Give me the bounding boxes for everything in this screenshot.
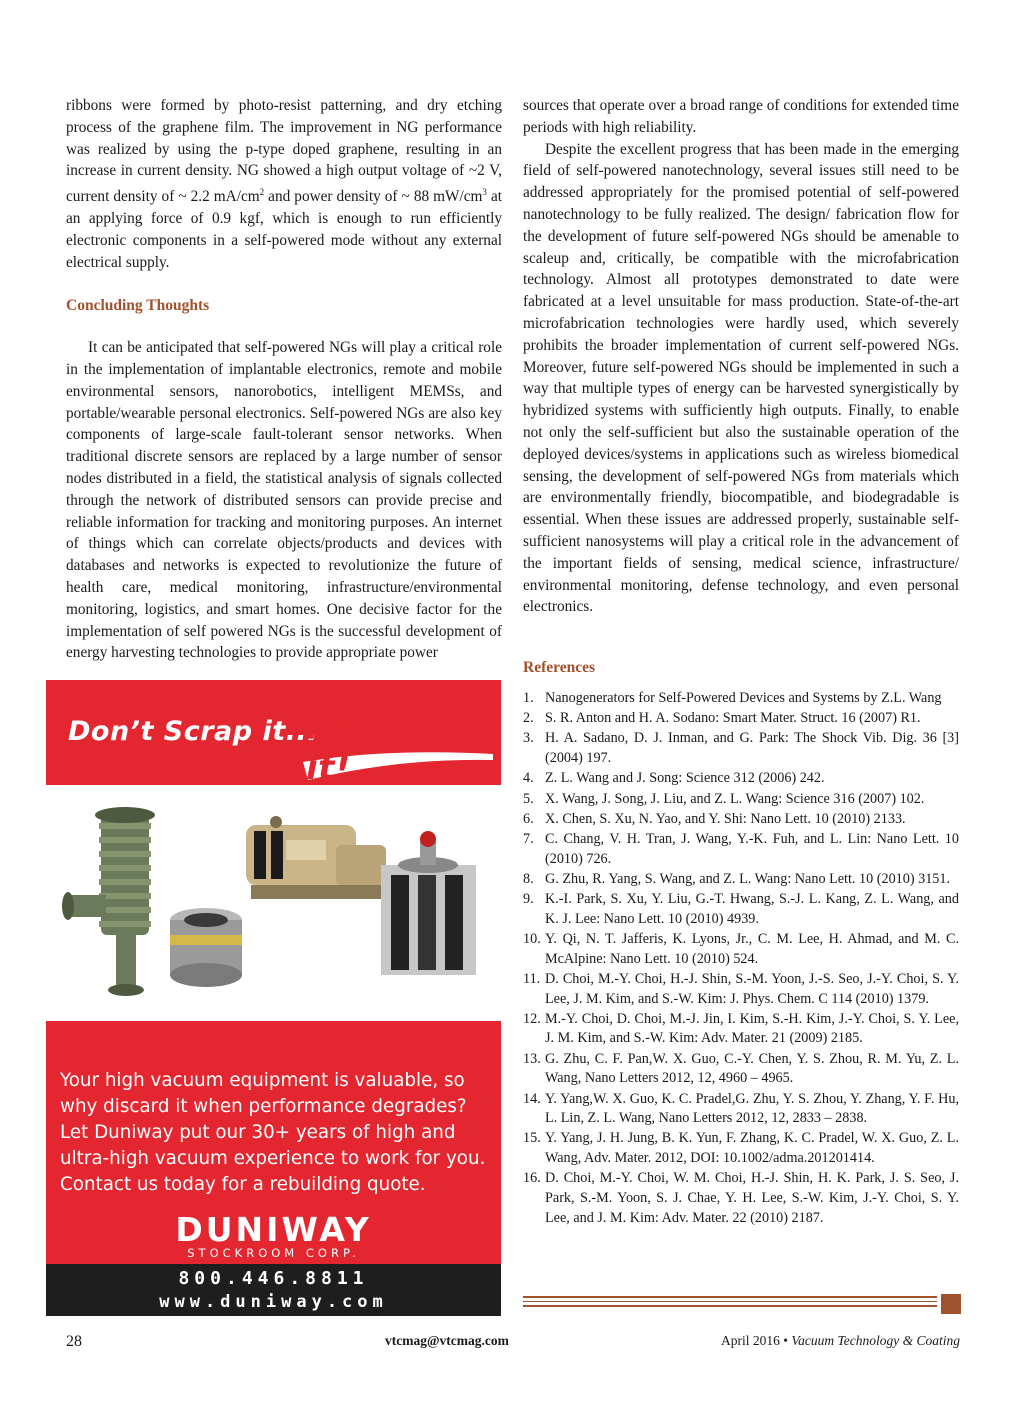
reference-item — [523, 790, 959, 810]
reference-number: 3. — [523, 730, 534, 747]
reference-item — [523, 729, 959, 768]
reference-text: D. Choi, M.-Y. Choi, H.-J. Shin, S.-M. Yoon, J.-S. Seo, J.-Y. Choi, S. Y. Lee, J. M. Kim, and S.-W. Kim: J. Phys. Chem. C 114 (2010) 1379. — [545, 970, 959, 1007]
reference-item — [523, 930, 959, 969]
reference-number: 2. — [523, 710, 534, 727]
reference-number: 16. — [523, 1170, 541, 1187]
right-column — [523, 95, 959, 618]
reference-item — [523, 689, 959, 709]
ad-contact-bar — [46, 1264, 501, 1316]
reference-number: 6. — [523, 810, 534, 827]
reference-item — [523, 970, 959, 1009]
decorative-square — [941, 1294, 961, 1314]
duniway-advertisement[interactable] — [46, 680, 501, 1316]
left-column — [66, 95, 502, 664]
right-paragraph-1: sources that operate over a broad range of conditions for extended time periods with high reliability. — [523, 97, 959, 136]
vacuum-valve-image — [62, 807, 155, 996]
reference-number: 4. — [523, 770, 534, 787]
reference-item — [523, 870, 959, 890]
references-heading: References — [523, 659, 596, 676]
reference-text: Y. Yang,W. X. Guo, K. C. Pradel,G. Zhu, Y. S. Zhou, Y. Zhang, Y. F. Hu, L. Lin, Z. L. Wang, Nano Letters 2012, 12, 2833 – 2838. — [545, 1090, 959, 1127]
vacuum-equipment-photo — [46, 785, 501, 1021]
reference-text: M.-Y. Choi, D. Choi, M.-J. Jin, I. Kim, S.-H. Kim, J.-Y. Choi, S. Y. Lee, J. M. Kim, and S.-W. Kim: Adv. Mater. 21 (2009) 2185. — [545, 1010, 959, 1047]
reference-text: Y. Yang, J. H. Jung, B. K. Yun, F. Zhang, K. C. Pradel, W. X. Guo, Z. L. Wang, Adv. Mater. 2012, DOI: 10.1002/adma.201201414. — [545, 1130, 959, 1167]
reference-item — [523, 1090, 959, 1129]
reference-number: 11. — [523, 970, 541, 987]
reference-text: G. Zhu, R. Yang, S. Wang, and Z. L. Wang: Nano Lett. 10 (2010) 3151. — [545, 870, 951, 887]
reference-text: X. Wang, J. Song, J. Liu, and Z. L. Wang: Science 316 (2007) 102. — [545, 790, 925, 807]
duniway-logo-subtitle: STOCKROOM CORP. — [187, 1246, 360, 1260]
reference-item — [523, 830, 959, 869]
reference-text: Y. Qi, N. T. Jafferis, K. Lyons, Jr., C. M. Lee, H. Ahmad, and M. C. McAlpine: Nano Lett. 10 (2010) 524. — [545, 930, 959, 967]
reference-item — [523, 890, 959, 929]
reference-item — [523, 769, 959, 789]
reference-number: 5. — [523, 790, 534, 807]
reference-item — [523, 1050, 959, 1089]
reference-item — [523, 810, 959, 830]
reference-number: 15. — [523, 1130, 541, 1147]
reference-number: 10. — [523, 930, 541, 947]
ad-headline-part-2: Rebuild it! — [306, 708, 454, 788]
reference-number: 8. — [523, 870, 534, 887]
reference-text: K.-I. Park, S. Xu, Y. Liu, G.-T. Hwang, S.-J. L. Kang, Z. L. Wang, and K. J. Lee: Nano Lett. 10 (2010) 4939. — [545, 891, 959, 927]
references-list — [523, 689, 959, 1229]
reference-text: Nanogenerators for Self-Powered Devices and Systems by Z.L. Wang — [545, 690, 942, 706]
footer-email[interactable]: vtcmag@vtcmag.com — [385, 1333, 509, 1348]
reference-text: H. A. Sadano, D. J. Inman, and G. Park: The Shock Vib. Dig. 36 [3] (2004) 197. — [545, 730, 959, 767]
left-paragraph-1: ribbons were formed by photo-resist patterning, and dry etching process of the graphene film. The improvement in NG performance was realized by using the p-type doped graphene, resulting in an increase in current density. NG showed a high output voltage of ~2 V, current density of ~ 2.2 $mA/cm^2$ and power density of ~ 88 $mW/cm^3$ at an applying force of 0.9 kgf, which is enough to run efficiently electronic components in a self-powered mode without any external electrical supply. — [66, 97, 502, 271]
ad-body-line: why discard it when performance degrades? — [60, 1096, 467, 1117]
turbo-pump-image — [170, 908, 242, 987]
reference-text: Z. L. Wang and J. Song: Science 312 (2006) 242. — [545, 770, 825, 787]
reference-item — [523, 1169, 959, 1228]
reference-number: 12. — [523, 1010, 541, 1027]
reference-number: 13. — [523, 1050, 541, 1067]
reference-number: 7. — [523, 830, 534, 847]
decorative-rule — [523, 1296, 937, 1307]
ad-body-line: ultra-high vacuum experience to work for you. — [60, 1148, 486, 1169]
ad-headline-part-1: Don’t Scrap it... — [68, 716, 318, 747]
ad-headline — [68, 708, 488, 788]
left-paragraph-2: It can be anticipated that self-powered NGs will play a critical role in the implementation of implantable electronics, remote and mobile environmental sensors, nanorobotics, intelligent MEMSs, and portable/wearable personal electronics. Self-powered NGs are also key components of large-scale fault-tolerant sensor networks. When traditional discrete sensors are replaced by a large number of sensor nodes distributed in a field, the statistical analysis of signals collected through the network of distributed sensors can provide precise and reliable information for tracking and monitoring purposes. An internet of things which can correlate objects/products and devices with databases and networks is expected to revolutionize the future of health care, medical monitoring, infrastructure/environmental monitoring, logistics, and smart homes. One decisive factor for the implementation of self powered NGs is the successful development of energy harvesting technologies to provide appropriate power — [66, 339, 502, 662]
reference-text: X. Chen, S. Xu, N. Yao, and Y. Shi: Nano Lett. 10 (2010) 2133. — [545, 810, 906, 827]
reference-number: 14. — [523, 1090, 541, 1107]
ad-body-line: Your high vacuum equipment is valuable, so — [60, 1070, 465, 1091]
page-number: 28 — [66, 1333, 82, 1350]
reference-number: 1. — [523, 690, 534, 706]
reference-item — [523, 1129, 959, 1168]
reference-text: C. Chang, V. H. Tran, J. Wang, Y.-K. Fuh, and L. Lin: Nano Lett. 10 (2010) 726. — [545, 830, 959, 867]
ad-body-line: Let Duniway put our 30+ years of high and — [60, 1122, 456, 1143]
ad-body-line: Contact us today for a rebuilding quote. — [60, 1174, 426, 1195]
duniway-logo: DUNIWAY — [175, 1210, 372, 1249]
reference-item — [523, 709, 959, 729]
cryo-pump-image — [381, 831, 476, 975]
footer-date-publication: April 2016 • Vacuum Technology & Coating — [721, 1333, 960, 1348]
reference-number: 9. — [523, 891, 534, 908]
ad-phone-number[interactable]: 800.446.8811 — [178, 1268, 369, 1289]
ad-website-link[interactable]: www.duniway.com — [159, 1292, 388, 1312]
right-paragraph-2: Despite the excellent progress that has been made in the emerging field of self-powered nanotechnology, several issues still need to be addressed appropriately for the promised potential of self-powered nanotechnology to be fully realized. The design/ fabrication flow for the development of future self-powered NGs should be amenable to scaleup and, critically, be compatible with the microfabrication technology. Almost all prototypes demonstrated to date were fabricated at a level unsuitable for mass production. State-of-the-art microfabrication technologies were hardly used, which severely prohibits the broader implementation of current self-powered NGs. Moreover, future self-powered NGs should be implemented in such a way that multiple types of energy can be harvested synergistically by hybridized systems with sufficiently high outputs. Finally, to enable not only the self-sufficient but also the sustainable operation of the deployed devices/systems in applications such as wireless biomedical sensing, the development of self-powered NGs from materials which are environmentally friendly, biocompatible, and biodegradable is essential. When these issues are addressed properly, sustainable self-sufficient nanosystems will play a critical role in the advancement of the important fields of sensing, medical science, infrastructure/ environmental monitoring, defense technology, and even personal electronics. — [523, 140, 959, 616]
ad-body-text — [60, 1068, 490, 1198]
rotary-pump-image — [246, 816, 386, 899]
reference-text: S. R. Anton and H. A. Sodano: Smart Mater. Struct. 16 (2007) R1. — [545, 710, 921, 727]
reference-text: D. Choi, M.-Y. Choi, W. M. Choi, H.-J. Shin, H. K. Park, J. S. Seo, J. Park, S.-M. Yoon, S. J. Chae, Y. H. Lee, S.-W. Kim, J.-Y. Choi, S. Y. Lee, and J. M. Kim: Adv. Mater. 22 (2010) 2187. — [545, 1170, 959, 1226]
reference-item — [523, 1010, 959, 1049]
reference-text: G. Zhu, C. F. Pan,W. X. Guo, C.-Y. Chen, Y. S. Zhou, R. M. Yu, Z. L. Wang, Nano Letters 2012, 12, 4960 – 4965. — [545, 1050, 959, 1087]
concluding-thoughts-heading: Concluding Thoughts — [66, 297, 210, 315]
